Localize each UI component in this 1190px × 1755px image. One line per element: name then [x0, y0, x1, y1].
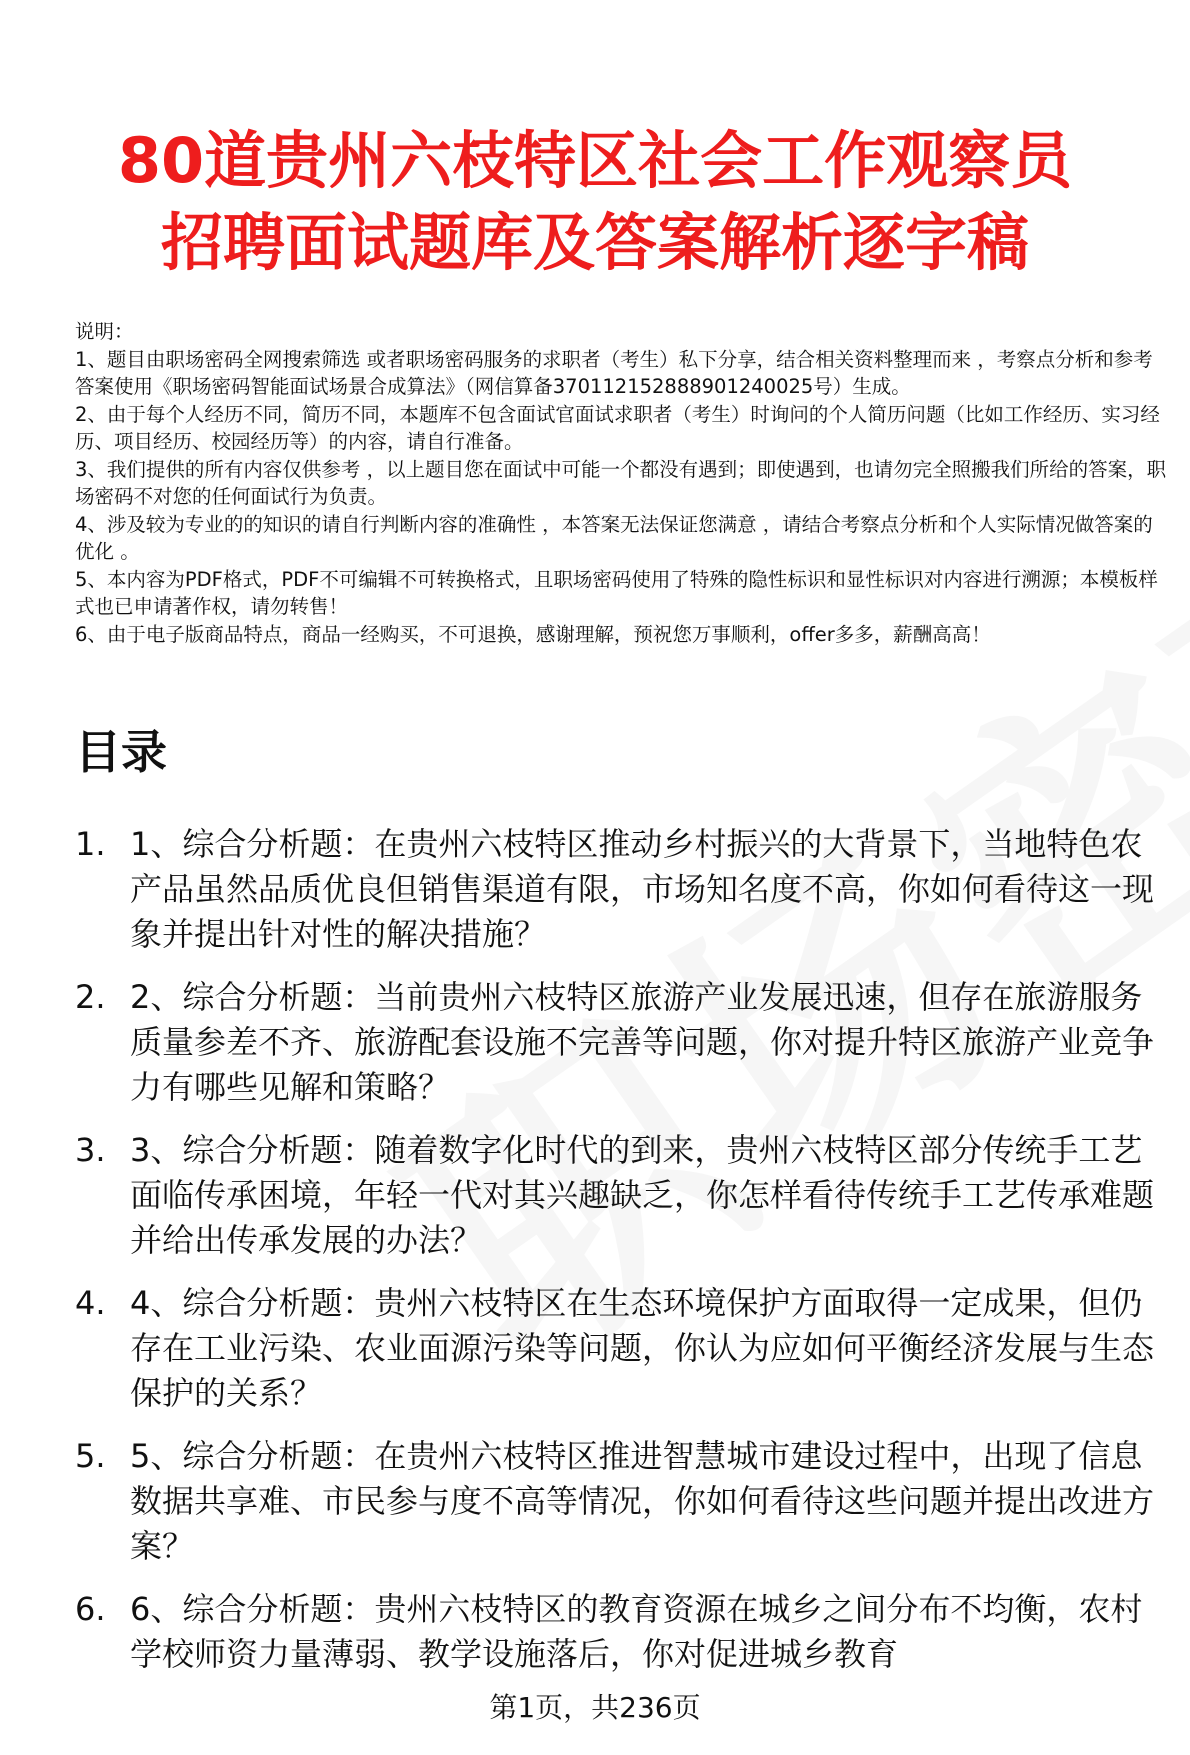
note-item: 5、本内容为PDF格式，PDF不可编辑不可转换格式，且职场密码使用了特殊的隐性标识和显性标识对内容进行溯源；本模板样式也已申请著作权，请勿转售！	[75, 567, 1158, 618]
toc-item[interactable]	[75, 1281, 1170, 1416]
toc-item-number: 5.	[75, 1437, 106, 1475]
toc-item-text: 5、综合分析题：在贵州六枝特区推进智慧城市建设过程中，出现了信息数据共享难、市民参与度不高等情况，你如何看待这些问题并提出改进方案？	[130, 1437, 1155, 1565]
toc-item-number: 6.	[75, 1590, 106, 1628]
note-item: 4、涉及较为专业的的知识的请自行判断内容的准确性 ，本答案无法保证您满意 ，请结合考察点分析和个人实际情况做答案的优化 。	[75, 512, 1153, 563]
toc-item-number: 4.	[75, 1284, 106, 1322]
page-footer: 第1页，共236页	[489, 1691, 701, 1724]
toc-item-text: 4、综合分析题：贵州六枝特区在生态环境保护方面取得一定成果，但仍存在工业污染、农业面源污染等问题，你认为应如何平衡经济发展与生态保护的关系？	[130, 1284, 1155, 1412]
note-item: 6、由于电子版商品特点，商品一经购买，不可退换，感谢理解，预祝您万事顺利，offer多多，薪酬高高！	[75, 622, 991, 646]
toc-item-text: 2、综合分析题：当前贵州六枝特区旅游产业发展迅速，但存在旅游服务质量参差不齐、旅游配套设施不完善等问题，你对提升特区旅游产业竞争力有哪些见解和策略？	[130, 978, 1155, 1106]
toc-list	[75, 822, 1170, 1695]
toc-item[interactable]	[75, 1128, 1170, 1263]
toc-item-number: 1.	[75, 825, 106, 863]
note-item: 3、我们提供的所有内容仅供参考 ，以上题目您在面试中可能一个都没有遇到；即使遇到，也请勿完全照搬我们所给的答案，职场密码不对您的任何面试行为负责。	[75, 457, 1167, 508]
toc-item-text: 3、综合分析题：随着数字化时代的到来，贵州六枝特区部分传统手工艺面临传承困境，年轻一代对其兴趣缺乏，你怎样看待传统手工艺传承难题并给出传承发展的办法？	[130, 1131, 1155, 1259]
toc-item[interactable]	[75, 975, 1170, 1110]
document-title	[40, 120, 1150, 284]
note-item: 1、题目由职场密码全网搜索筛选 或者职场密码服务的求职者（考生）私下分享，结合相关资料整理而来 ，考察点分析和参考答案使用《职场密码智能面试场景合成算法》（网信算备370112152888901240025号）生成。	[75, 347, 1153, 398]
toc-item[interactable]	[75, 1434, 1170, 1569]
toc-heading: 目录	[75, 725, 167, 779]
note-item: 2、由于每个人经历不同，简历不同，本题库不包含面试官面试求职者（考生）时询问的个人简历问题（比如工作经历、实习经历、项目经历、校园经历等）的内容，请自行准备。	[75, 402, 1160, 453]
toc-item-text: 1、综合分析题：在贵州六枝特区推动乡村振兴的大背景下，当地特色农产品虽然品质优良但销售渠道有限，市场知名度不高，你如何看待这一现象并提出针对性的解决措施？	[130, 825, 1155, 953]
toc-item-text: 6、综合分析题：贵州六枝特区的教育资源在城乡之间分布不均衡，农村学校师资力量薄弱、教学设施落后，你对促进城乡教育	[130, 1590, 1143, 1673]
title-line-1: 80道贵州六枝特区社会工作观察员	[117, 124, 1073, 197]
toc-item[interactable]	[75, 1587, 1170, 1677]
notes-section	[75, 318, 1167, 648]
title-line-2: 招聘面试题库及答案解析逐字稿	[160, 206, 1029, 279]
toc-item[interactable]	[75, 822, 1170, 957]
toc-item-number: 2.	[75, 978, 106, 1016]
notes-heading: 说明：	[75, 320, 134, 343]
toc-item-number: 3.	[75, 1131, 106, 1169]
